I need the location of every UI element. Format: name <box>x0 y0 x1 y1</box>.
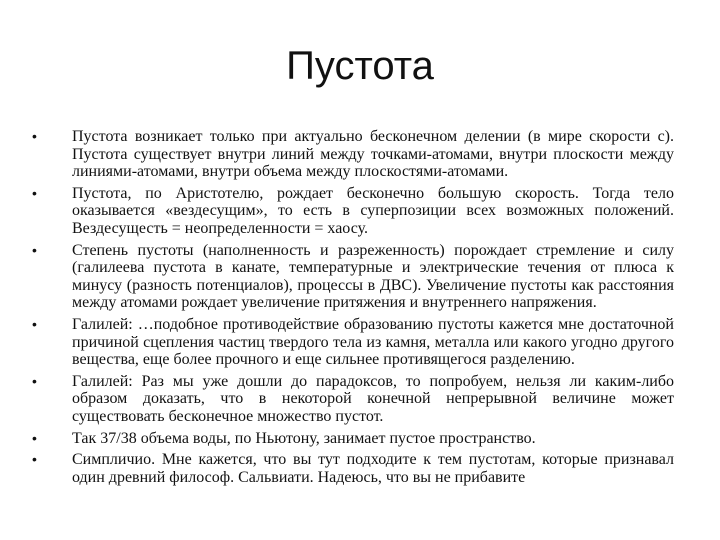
bullet-icon: • <box>32 372 37 389</box>
bullet-item <box>32 128 674 181</box>
bullet-icon: • <box>32 128 37 144</box>
bullet-text: Галилей: …подобное противодействие образованию пустоты кажется мне достаточной причиной сцепления частиц твердого тела из камня, металла или какого угодно другого вещества, еще более прочного и еще сильнее противящегося разделению. <box>72 315 674 369</box>
bullet-item <box>32 451 674 486</box>
bullet-text: Так 37/38 объема воды, по Ньютону, занимает пустое пространство. <box>72 429 536 447</box>
bullet-item <box>32 316 674 369</box>
bullet-item <box>32 373 674 426</box>
bullet-text: Галилей: Раз мы уже дошли до парадоксов, то попробуем, нельзя ли каким-либо образом доказать, что в некоторой конечной непрерывной величине может существовать бесконечное множество пустот. <box>72 372 674 425</box>
bullet-item <box>32 430 674 448</box>
bullet-text: Пустота, по Аристотелю, рождает бесконечно большую скорость. Тогда тело оказывается «вездесущим», то есть в суперпозиции всех возможных положений. Вездесущесть = неопределенности = хаосу. <box>72 184 674 237</box>
bullet-icon: • <box>32 315 37 332</box>
bullet-icon: • <box>32 184 37 201</box>
slide-title: Пустота <box>286 44 434 88</box>
bullet-item <box>32 242 674 312</box>
bullet-text: Симпличио. Мне кажется, что вы тут подходите к тем пустотам, которые признавал один древний философ. Сальвиати. Надеюсь, что вы не прибавите <box>72 451 674 486</box>
bullet-text: Степень пустоты (наполненность и разреженность) порождает стремление и силу (галилеева пустота в канате, температурные и электрические течения от плюса к минусу (разность потенциалов), процессы в ДВС). Увеличение пустоты как расстояния между атомами рождает увеличение притяжения и внутреннего напряжения. <box>72 241 674 312</box>
bullet-icon: • <box>32 429 37 446</box>
bullet-text: Пустота возникает только при актуально бесконечном делении (в мире скорости с). Пустота существует внутри линий между точками-атомами, внутри плоскости между линиями-атомами, внутри объема между плоскостями-атомами. <box>72 128 674 181</box>
bullet-icon: • <box>32 451 37 468</box>
bullet-list <box>32 128 674 490</box>
bullet-item <box>32 185 674 238</box>
bullet-icon: • <box>32 241 37 258</box>
